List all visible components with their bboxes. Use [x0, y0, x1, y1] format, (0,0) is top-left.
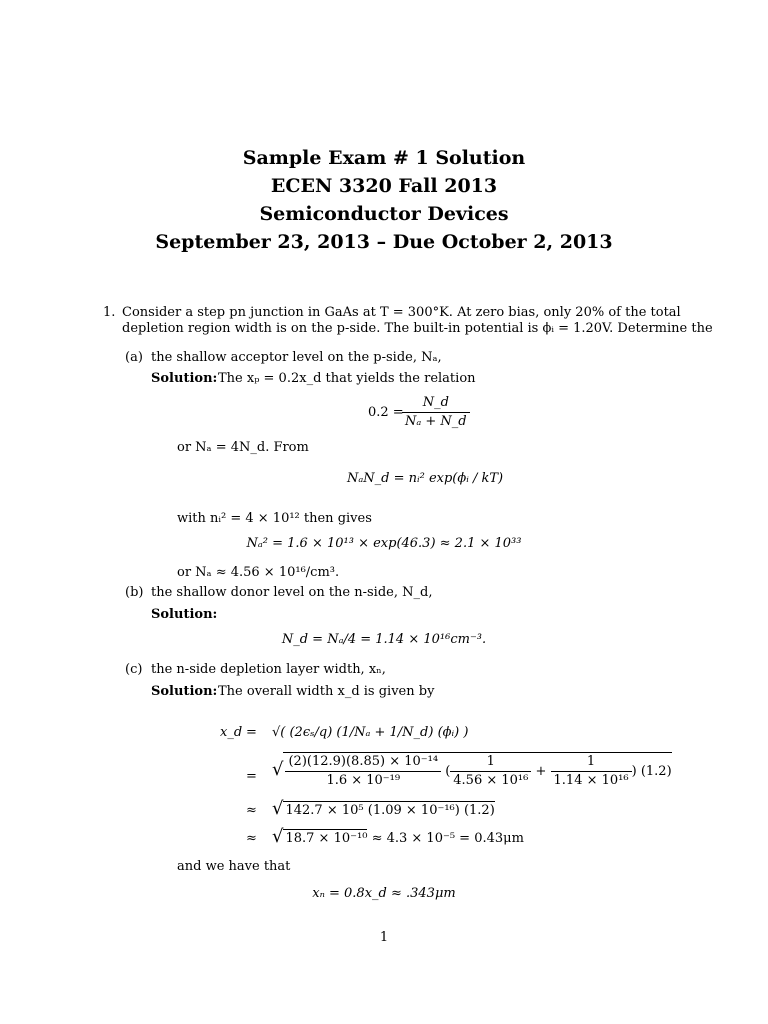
eq-a1-numerator: N_d — [422, 395, 449, 410]
xd-row3-sign: ≈ — [246, 803, 257, 818]
part-c-solution-label: Solution: — [151, 684, 218, 699]
title-line-2: ECEN 3320 Fall 2013 — [270, 175, 498, 197]
problem-intro-line-2: depletion region width is on the p-side. The built-in potential is ϕᵢ = 1.20V. Determine the — [122, 321, 713, 336]
part-c-text: the n-side depletion layer width, xₙ, — [151, 662, 386, 677]
part-a-solution-text: The xₚ = 0.2x_d that yields the relation — [218, 371, 476, 386]
eq-a1-lhs: 0.2 = — [368, 405, 404, 420]
problem-intro-line-1: Consider a step pn junction in GaAs at T = 300°K. At zero bias, only 20% of the total — [122, 305, 681, 320]
title-line-3: Semiconductor Devices — [259, 203, 509, 225]
xd-row2-denominator: 1.6 × 10⁻¹⁹ — [285, 771, 441, 790]
eq-b1: N_d = Nₐ/4 = 1.14 × 10¹⁶cm⁻³. — [281, 632, 487, 647]
part-c-text-2: and we have that — [177, 859, 291, 874]
part-a-text: the shallow acceptor level on the p-side, Nₐ, — [151, 350, 442, 365]
xd-row1: √( (2ϵₛ/q) (1/Nₐ + 1/N_d) (ϕᵢ) ) — [272, 725, 469, 740]
xd-row2-fraction-1-denominator: 4.56 × 10¹⁶ — [450, 771, 531, 790]
part-a-text-4: or Nₐ ≈ 4.56 × 10¹⁶/cm³. — [177, 565, 340, 580]
xd-lhs: x_d — [220, 725, 243, 740]
page-number: 1 — [379, 930, 389, 945]
xd-row2-tail: (1.2) — [640, 764, 672, 779]
xd-row4-radicand: 18.7 × 10⁻¹⁰ — [285, 831, 368, 846]
part-b-label: (b) — [125, 585, 144, 600]
xd-row2-numerator: (2)(12.9)(8.85) × 10⁻¹⁴ — [288, 754, 439, 769]
xd-row4-sign: ≈ — [246, 831, 257, 846]
problem-number: 1. — [103, 305, 116, 320]
xd-row2: √ $\frac{\text{(2)(12.9)(8.85) × 10⁻¹⁴}}{\text{1.6 × 10⁻¹⁹}}$ ( $\frac{1}{\text{4.56 × 10¹⁶}}$ + $\frac{1}{\text{1.14 × 10¹⁶}}$ ) (1.2) — [272, 754, 672, 788]
title-block — [0, 144, 768, 256]
eq-a1-denominator: Nₐ + N_d — [402, 412, 470, 431]
part-a-text-2: or Nₐ = 4N_d. From — [177, 440, 309, 455]
part-b-solution-label: Solution: — [151, 607, 218, 622]
part-a-text-3: with nᵢ² = 4 × 10¹² then gives — [177, 511, 372, 526]
part-c-solution-text: The overall width x_d is given by — [218, 684, 435, 699]
xd-row2-sign: = — [246, 769, 257, 784]
xd-row3: √ 142.7 × 10⁵ (1.09 × 10⁻¹⁶) (1.2) — [272, 798, 495, 819]
xd-row4: √ 18.7 × 10⁻¹⁰ ≈ 4.3 × 10⁻⁵ = 0.43μm — [272, 826, 524, 847]
eq-a1-fraction — [402, 394, 470, 431]
part-b-text: the shallow donor level on the n-side, N_d, — [151, 585, 433, 600]
eq-a3: Nₐ² = 1.6 × 10¹³ × exp(46.3) ≈ 2.1 × 10³³ — [246, 536, 522, 551]
part-c-label: (c) — [125, 662, 143, 677]
xd-row3-radicand: 142.7 × 10⁵ (1.09 × 10⁻¹⁶) (1.2) — [285, 803, 495, 818]
title-line-4: September 23, 2013 – Due October 2, 2013 — [155, 231, 613, 253]
xd-row1-sign: = — [246, 725, 257, 740]
xd-row2-fraction-2-denominator: 1.14 × 10¹⁶ — [551, 771, 632, 790]
title-line-1: Sample Exam # 1 Solution — [242, 147, 526, 169]
part-a-solution-label: Solution: — [151, 371, 218, 386]
part-a-label: (a) — [125, 350, 143, 365]
eq-a2: NₐN_d = nᵢ² exp(ϕᵢ / kT) — [347, 471, 504, 486]
eq-c-final: xₙ = 0.8x_d ≈ .343μm — [312, 886, 456, 901]
xd-row4-tail: ≈ 4.3 × 10⁻⁵ = 0.43μm — [371, 831, 524, 846]
